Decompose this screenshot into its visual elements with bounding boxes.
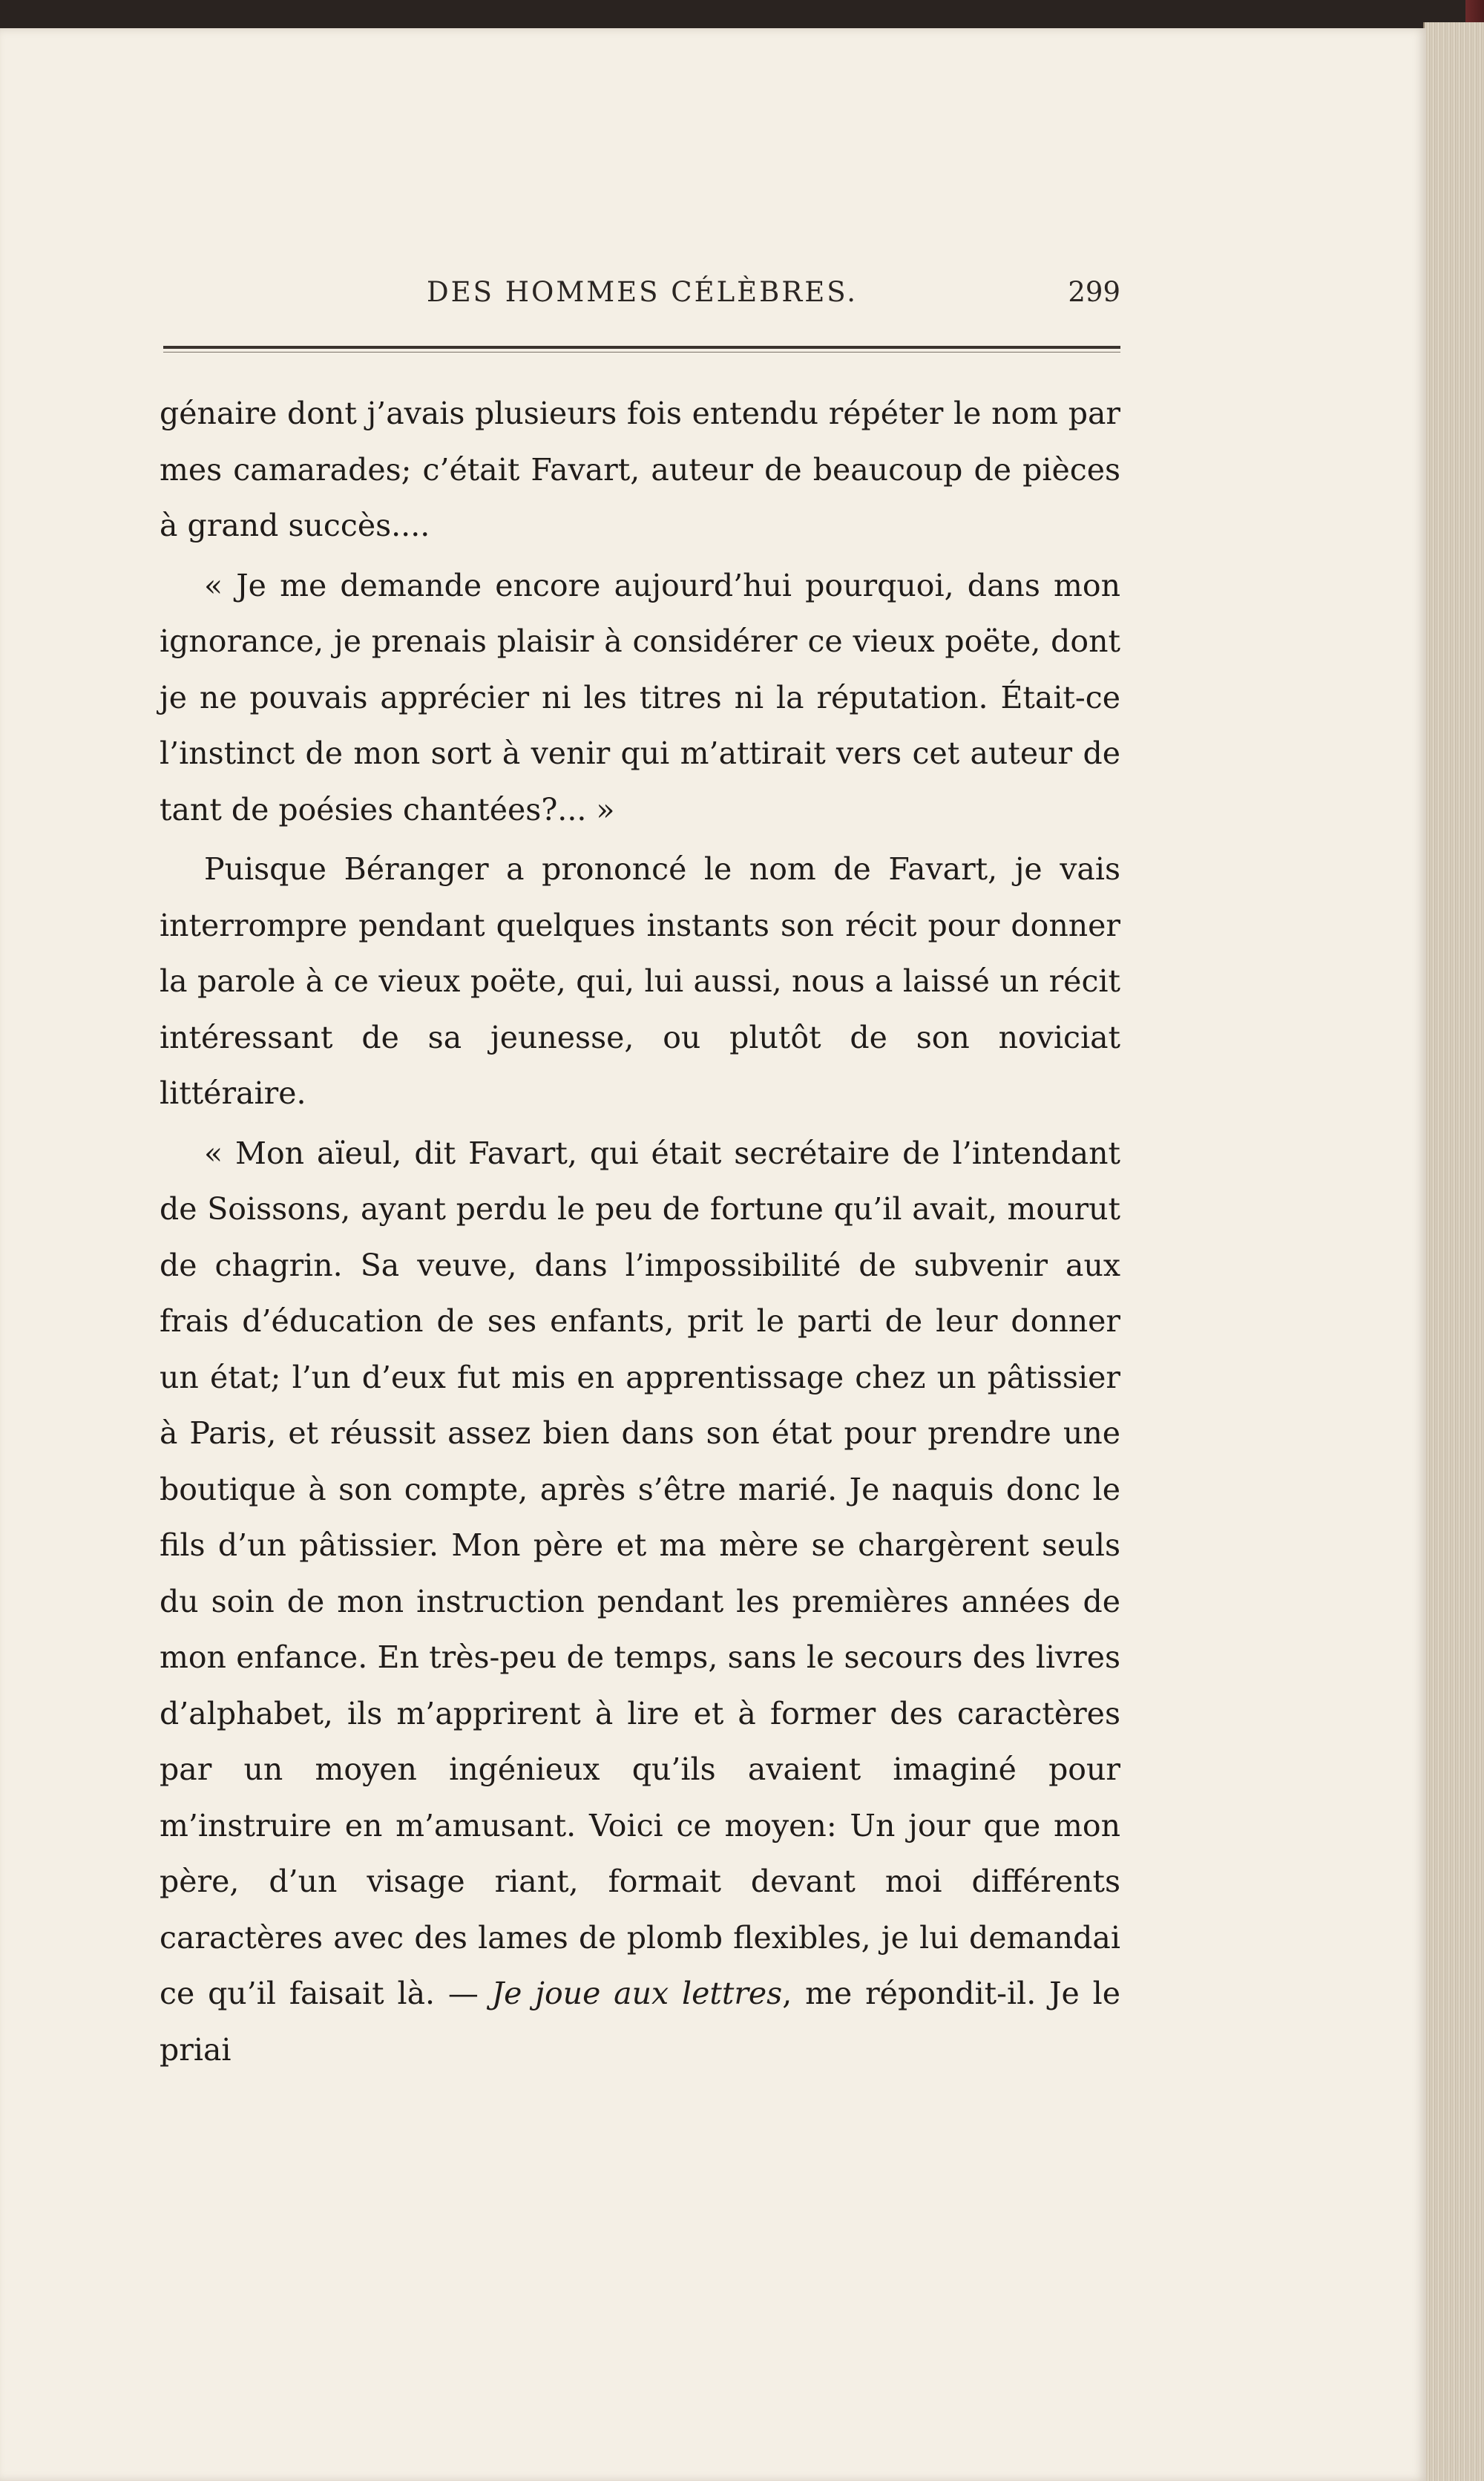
paragraph: Puisque Béranger a prononcé le nom de Favart, je vais interrompre pendant quelques instants son récit pour donner la parole à ce vieux poëte, qui, lui aussi, nous a laissé un récit intéressant de sa jeunesse, ou plutôt de son noviciat littéraire. — [160, 851, 1120, 1111]
paragraph-text: « Mon aïeul, dit Favart, qui était secrétaire de l’intendant de Soissons, ayant perdu le peu de fortune qu’il avait, mourut de chagrin. Sa veuve, dans l’impossibilité de subvenir aux frais d’éducation de ses enfants, prit le parti de leur donner un état; l’un d’eux fut mis en apprentissage chez un pâtissier à Paris, et réussit assez bien dans son état pour prendre une boutique à son compte, après s’être marié. Je naquis donc le fils d’un pâtissier. Mon père et ma mère se chargèrent seuls du soin de mon instruction pendant les premières années de mon enfance. En très-peu de temps, sans le secours des livres d’alphabet, ils m’apprirent à lire et à former des caractères par un moyen ingénieux qu’ils avaient imaginé pour m’instruire en m’amusant. Voici ce moyen: Un jour que mon père, d’un visage riant, formait devant moi différents caractères avec des lames de plomb flexibles, je lui demandai ce qu’il faisait là. — — [160, 1135, 1120, 2011]
paragraph: « Je me demande encore aujourd’hui pourquoi, dans mon ignorance, je prenais plaisir à considérer ce vieux poëte, dont je ne pouvais apprécier ni les titres ni la réputation. Était-ce l’instinct de mon sort à venir qui m’attirait vers cet auteur de tant de poésies chantées?... » — [160, 567, 1120, 827]
running-title: DES HOMMES CÉLÈBRES. — [427, 276, 858, 308]
paragraph: génaire dont j’avais plusieurs fois entendu répéter le nom par mes camarades; c’était Favart, auteur de beaucoup de pièces à grand succès.... — [160, 396, 1120, 543]
paragraph-text-end: , me répondit-il. Je le priai — [160, 1976, 1120, 2068]
page-edges — [1423, 22, 1484, 2481]
paragraph — [160, 1126, 1120, 2079]
running-head — [163, 276, 1120, 321]
body-text — [160, 386, 1120, 2078]
italic-quote: Je joue aux lettres — [491, 1976, 783, 2011]
page-number: 299 — [1068, 276, 1120, 308]
header-rule — [163, 346, 1120, 349]
